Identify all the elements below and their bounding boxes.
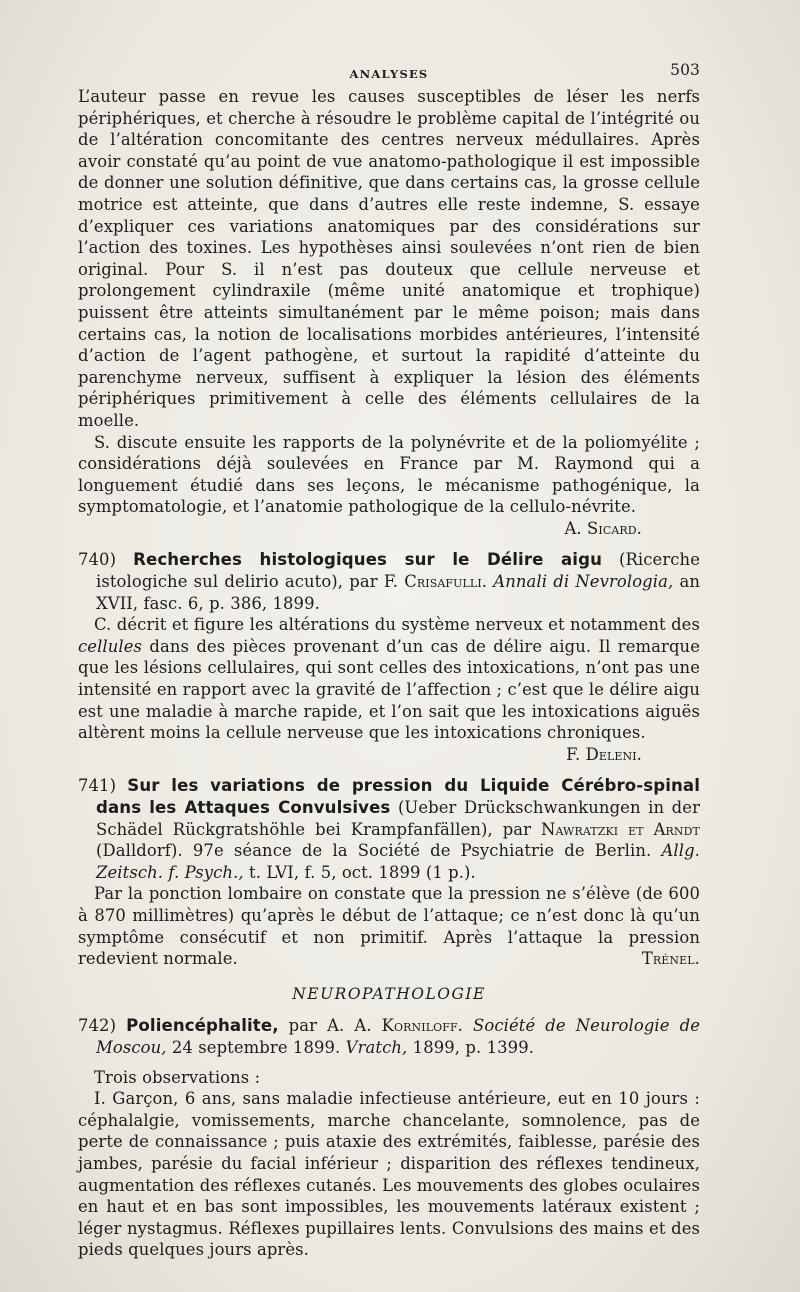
entry-place: (Dalldorf). 97e séance de la Société de Psychiatrie de Berlin.: [96, 841, 652, 861]
entry-741-body: [78, 883, 700, 969]
running-title: ANALYSES: [349, 67, 429, 81]
entry-journal: Allg. Zeitsch. f. Psych.,: [96, 841, 700, 882]
page-content: [78, 58, 700, 1261]
signature-deleni: F. Deleni.: [566, 744, 642, 764]
entry-740-body: [78, 614, 700, 764]
entry-740-heading: [78, 549, 700, 614]
running-header: [78, 58, 700, 82]
entry-742-observation-1: I. Garçon, 6 ans, sans maladie infectieuse antérieure, eut en 10 jours : céphalalgie, vomissements, marche chancelante, somnolence, pas de perte de connaissance ; puis ataxie des extrémités, faiblesse, parésie des jambes, parésie du facial inférieur ; disparition des réflexes tendineux, augmentation des réflexes cutanés. Les mouvements des globes oculaires en haut et en bas sont impossibles, les mouvements latéraux existent ; léger nystagmus. Réflexes pupillaires lents. Convulsions des mains et des pieds quelques jours après.: [78, 1089, 700, 1260]
intro-paragraph-2: [78, 432, 700, 538]
signature-trenel: Trénel.: [641, 949, 700, 969]
entry-title: Poliencéphalite,: [126, 1016, 279, 1036]
entry-author: A. A. Korniloff.: [327, 1016, 463, 1036]
entry-742-heading: [78, 1015, 700, 1058]
entry-title: Recherches histologiques sur le Délire aigu: [133, 550, 602, 570]
entry-742-intro: Trois observations :: [94, 1067, 261, 1087]
entry-author: Nawratzki et Arndt: [541, 819, 700, 839]
entry-date: 24 septembre 1899.: [171, 1037, 341, 1057]
entry-reference: an XVII, fasc. 6, p. 386, 1899.: [96, 572, 701, 613]
entry-740-body-text: C. décrit et figure les altérations du système nerveux et notamment des: [94, 615, 700, 635]
entry-741-heading: [78, 775, 700, 883]
entry-number: 740): [78, 550, 117, 570]
entry-title: Sur les variations de pression du Liquide Cérébro-spinal dans les Attaques Convulsives: [96, 776, 701, 817]
entry-number: 742): [78, 1016, 117, 1036]
signature-sicard: A. Sicard.: [564, 518, 642, 538]
entry-original-title: (Ueber Drückschwankungen in der Schädel Rückgratshöhle bei Krampfanfällen), par: [96, 798, 701, 839]
entry-740-body-italic: cellules: [78, 636, 143, 656]
entry-journal-2: Vratch,: [345, 1037, 408, 1057]
entry-741-body-text: Par la ponction lombaire on constate que la pression ne s’élève (de 600 à 870 millimètres) qu’après le début de l’attaque; ce n’est donc là qu’un symptôme consécutif et non primitif. Après l’attaque la pression redevient normale.: [78, 884, 700, 969]
intro-paragraph-1: L’auteur passe en revue les causes susceptibles de léser les nerfs périphériques, et cherche à résoudre le problème capital de l’intégrité ou de l’altération concomitante des centres nerveux médullaires. Après avoir constaté qu’au point de vue anatomo-pathologique il est impossible de donner une solution définitive, que dans certains cas, la grosse cellule motrice est atteinte, que dans d’autres elle reste indemne, S. essaye d’expliquer ces variations anatomiques par des considérations sur l’action des toxines. Les hypothèses ainsi soulevées n’ont rien de bien original. Pour S. il n’est pas douteux que cellule nerveuse et prolongement cylindraxile (même unité anatomique et trophique) puissent être atteints simultanément par le même poison; mais dans certains cas, la notion de localisations morbides antérieures, l’intensité d’action de l’agent pathogène, et surtout la rapidité d’atteinte du parenchyme nerveux, suffisent à expliquer la lésion des éléments périphériques primitivement à celle des éléments cellulaires de la moelle.: [78, 87, 700, 430]
section-title: NEUROPATHOLOGIE: [292, 984, 486, 1003]
entry-number: 741): [78, 776, 117, 796]
entry-journal: Société de Neurologie de Moscou,: [96, 1016, 701, 1057]
entry-reference: 1899, p. 1399.: [412, 1037, 535, 1057]
intro-paragraph-2-text: S. discute ensuite les rapports de la polynévrite et de la poliomyélite ; considérations déjà soulevées en France par M. Raymond qui a longuement étudié dans ses leçons, le mécanisme pathogénique, la symptomatologie, et l’anatomie pathologique de la cellulo-névrite.: [78, 432, 700, 517]
entry-author: F. Crisafulli.: [383, 572, 488, 592]
entry-by: par: [288, 1016, 318, 1036]
entry-740-body-rest: dans des pièces provenant d’un cas de délire aigu. Il remarque que les lésions cellulaires, qui sont celles des intoxications, n’ont pas une intensité en rapport avec la gravité de l’affection ; c’est que le délire aigu est une maladie à marche rapide, et l’on sait que les intoxications aiguës altèrent moins la cellule nerveuse que les intoxications chroniques.: [78, 636, 700, 743]
entry-journal: Annali di Nevrologia,: [493, 572, 674, 592]
page-number: 503: [670, 61, 700, 79]
entry-original-title: (Ricerche istologiche sul delirio acuto), par: [96, 550, 701, 592]
entry-reference: t. LVI, f. 5, oct. 1899 (1 p.).: [249, 862, 476, 882]
